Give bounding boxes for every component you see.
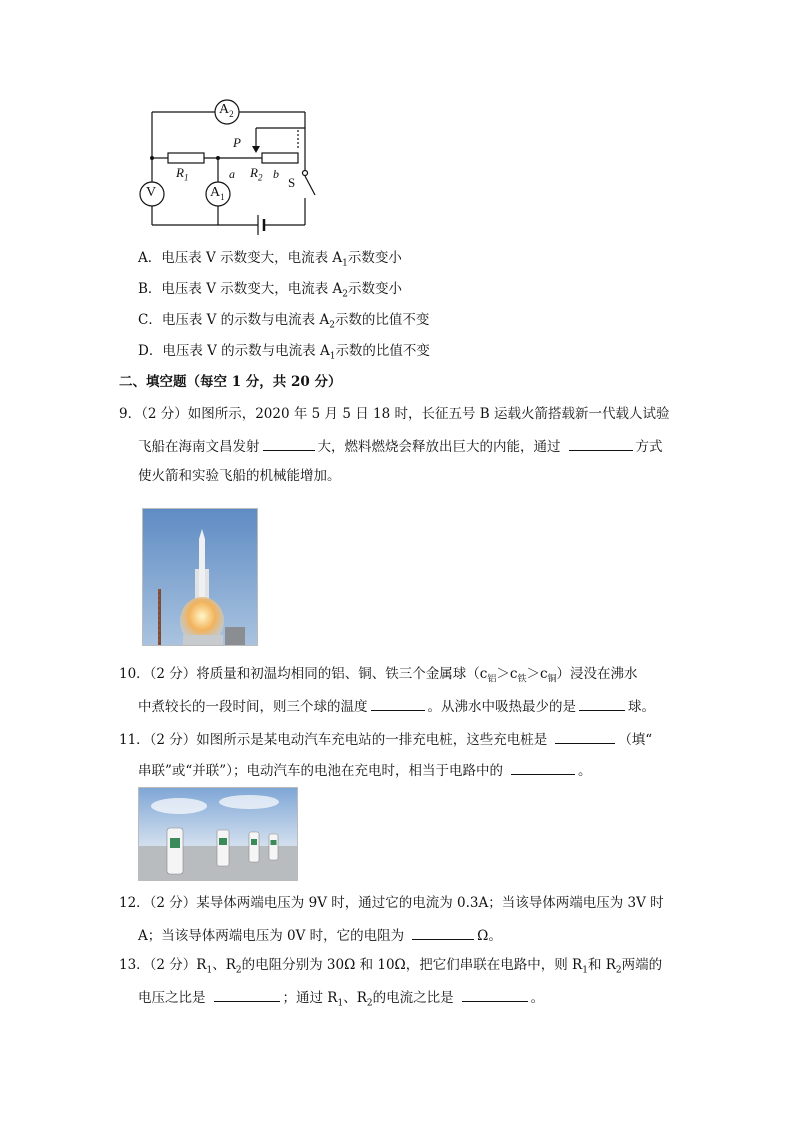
label-b: b bbox=[273, 167, 279, 181]
label-a2: $A_2$ bbox=[219, 102, 234, 119]
label-p: P bbox=[233, 135, 241, 150]
label-a1: $A_1$ bbox=[210, 185, 225, 202]
q13-line1: 13．（2 分）$R_1$、$R_2$的电阻分别为 30Ω 和 10Ω，把它们串联在电路中，则 $R_1$和 $R_2$两端的 bbox=[119, 957, 663, 976]
label-r1: $R_1$ bbox=[176, 165, 189, 183]
option-b: B．电压表 V 示数变大，电流表 $A_2$示数变小 bbox=[138, 281, 403, 300]
q12-line1: 12．（2 分）某导体两端电压为 9V 时，通过它的电流为 0.3A；当该导体两端电压为 3V 时 bbox=[119, 895, 664, 911]
label-s: S bbox=[288, 175, 296, 190]
option-a: A．电压表 V 示数变大，电流表 $A_1$示数变小 bbox=[138, 250, 402, 269]
option-d: D．电压表 V 的示数与电流表 $A_1$示数的比值不变 bbox=[138, 343, 430, 362]
answer-blank[interactable] bbox=[412, 925, 474, 940]
q11-line1: 11．（2 分）如图所示是某电动汽车充电站的一排充电桩，这些充电桩是 （填“ bbox=[119, 729, 652, 749]
q12-line2: A；当该导体两端电压为 0V 时，它的电阻为 Ω。 bbox=[138, 925, 502, 945]
answer-blank[interactable] bbox=[511, 760, 575, 775]
q10-line2: 中煮较长的一段时间，则三个球的温度 。从沸水中吸热最少的是 球。 bbox=[138, 696, 655, 716]
q9-line1: 9．（2 分）如图所示，2020 年 5 月 5 日 18 时，长征五号 B 运载火箭搭载新一代载人试验 bbox=[119, 406, 670, 422]
label-v: V bbox=[146, 185, 157, 200]
answer-blank[interactable] bbox=[371, 696, 425, 711]
q9-line3: 使火箭和实验飞船的机械能增加。 bbox=[138, 468, 341, 484]
answer-blank[interactable] bbox=[555, 729, 615, 744]
answer-blank[interactable] bbox=[462, 987, 528, 1002]
answer-blank[interactable] bbox=[263, 436, 315, 451]
charging-station-photo bbox=[138, 787, 298, 881]
q11-line2: 串联”或“并联”）；电动汽车的电池在充电时，相当于电路中的 。 bbox=[138, 760, 591, 780]
q10-line1: 10．（2 分）将质量和初温均相同的铝、铜、铁三个金属球$(c_铝>c_铁>c_铜)$浸没在沸水 bbox=[119, 666, 638, 685]
label-r2: $R_2$ bbox=[250, 165, 263, 183]
answer-blank[interactable] bbox=[569, 436, 633, 451]
answer-blank[interactable] bbox=[214, 987, 280, 1002]
q9-line2: 飞船在海南文昌发射 大，燃料燃烧会释放出巨大的内能，通过 方式 bbox=[138, 436, 663, 456]
q13-line2: 电压之比是 ；通过 $R_1$、$R_2$的电流之比是 。 bbox=[138, 987, 544, 1013]
section-title: 二、填空题（每空 1 分，共 20 分） bbox=[119, 374, 342, 390]
rocket-launch-photo bbox=[142, 508, 258, 646]
label-a: a bbox=[229, 167, 235, 181]
answer-blank[interactable] bbox=[579, 696, 625, 711]
option-c: C．电压表 V 的示数与电流表 $A_2$示数的比值不变 bbox=[138, 312, 430, 331]
